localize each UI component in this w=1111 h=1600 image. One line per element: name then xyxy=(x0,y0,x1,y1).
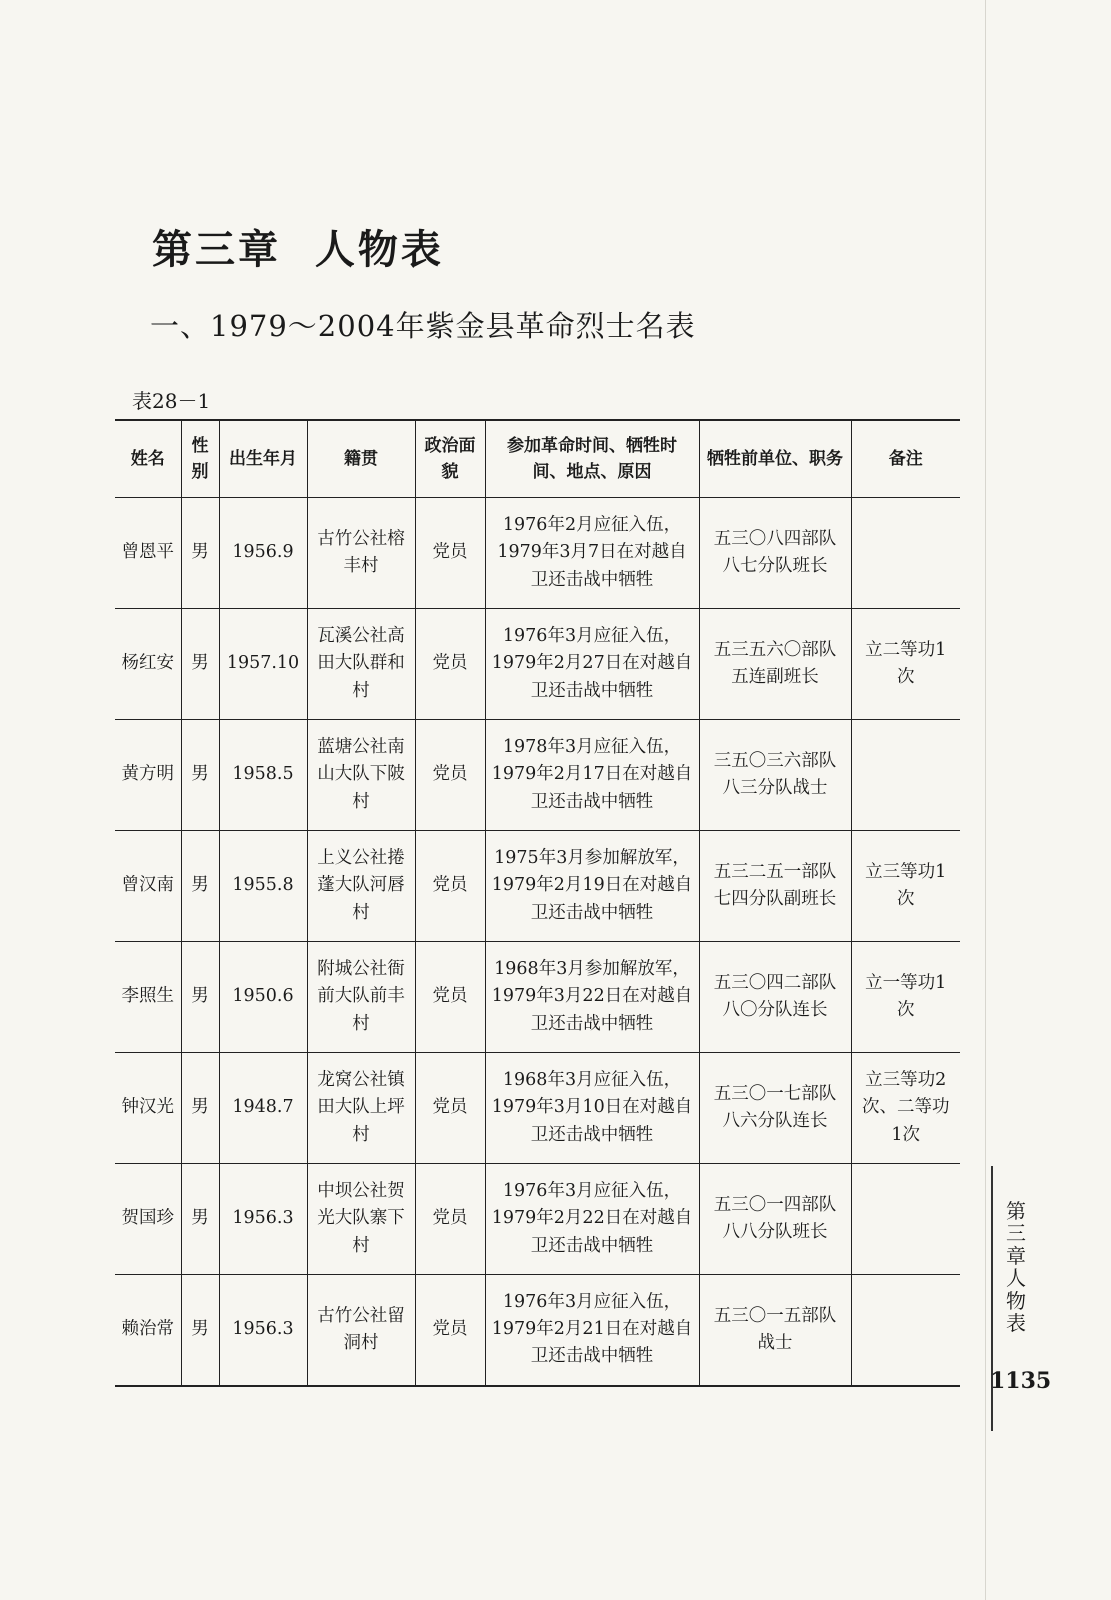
cell-event: 1976年3月应征入伍，1979年2月21日在对越自卫还击战中牺牲 xyxy=(485,1275,699,1386)
cell-unit: 五三〇一五部队战士 xyxy=(699,1275,851,1386)
cell-politics: 党员 xyxy=(415,1275,485,1386)
cell-name: 贺国珍 xyxy=(115,1164,181,1275)
running-chapter-label: 第三章 人物表 xyxy=(1006,1199,1026,1335)
cell-remark: 立一等功1次 xyxy=(851,942,960,1053)
cell-unit: 五三二五一部队七四分队副班长 xyxy=(699,831,851,942)
cell-event: 1968年3月应征入伍，1979年3月10日在对越自卫还击战中牺牲 xyxy=(485,1053,699,1164)
cell-event: 1968年3月参加解放军，1979年3月22日在对越自卫还击战中牺牲 xyxy=(485,942,699,1053)
header-unit: 牺牲前单位、职务 xyxy=(699,420,851,498)
cell-origin: 附城公社衙前大队前丰村 xyxy=(307,942,415,1053)
cell-name: 黄方明 xyxy=(115,720,181,831)
cell-name: 李照生 xyxy=(115,942,181,1053)
cell-sex: 男 xyxy=(181,1164,219,1275)
cell-unit: 五三〇八四部队八七分队班长 xyxy=(699,498,851,609)
header-origin: 籍贯 xyxy=(307,420,415,498)
cell-sex: 男 xyxy=(181,831,219,942)
table-row xyxy=(115,831,960,942)
cell-sex: 男 xyxy=(181,1275,219,1386)
cell-sex: 男 xyxy=(181,942,219,1053)
table-row xyxy=(115,1164,960,1275)
cell-unit: 五三〇一四部队八八分队班长 xyxy=(699,1164,851,1275)
cell-origin: 古竹公社留洞村 xyxy=(307,1275,415,1386)
cell-remark: 立三等功2次、二等功1次 xyxy=(851,1053,960,1164)
table-row xyxy=(115,1275,960,1386)
cell-unit: 五三五六〇部队五连副班长 xyxy=(699,609,851,720)
cell-sex: 男 xyxy=(181,609,219,720)
table-row xyxy=(115,609,960,720)
cell-birth: 1950.6 xyxy=(219,942,307,1053)
cell-birth: 1956.3 xyxy=(219,1164,307,1275)
chapter-title: 第三章 人物表 xyxy=(152,226,444,273)
cell-remark xyxy=(851,1164,960,1275)
cell-origin: 蓝塘公社南山大队下陂村 xyxy=(307,720,415,831)
cell-sex: 男 xyxy=(181,1053,219,1164)
cell-remark xyxy=(851,1275,960,1386)
cell-name: 钟汉光 xyxy=(115,1053,181,1164)
cell-remark xyxy=(851,720,960,831)
cell-unit: 三五〇三六部队八三分队战士 xyxy=(699,720,851,831)
header-event: 参加革命时间、牺牲时间、地点、原因 xyxy=(485,420,699,498)
cell-name: 杨红安 xyxy=(115,609,181,720)
cell-event: 1975年3月参加解放军，1979年2月19日在对越自卫还击战中牺牲 xyxy=(485,831,699,942)
section-title: 一、1979～2004年紫金县革命烈士名表 xyxy=(150,309,696,343)
cell-birth: 1948.7 xyxy=(219,1053,307,1164)
cell-event: 1978年3月应征入伍，1979年2月17日在对越自卫还击战中牺牲 xyxy=(485,720,699,831)
cell-event: 1976年3月应征入伍，1979年2月27日在对越自卫还击战中牺牲 xyxy=(485,609,699,720)
cell-sex: 男 xyxy=(181,498,219,609)
header-name: 姓名 xyxy=(115,420,181,498)
cell-unit: 五三〇四二部队八〇分队连长 xyxy=(699,942,851,1053)
cell-politics: 党员 xyxy=(415,498,485,609)
cell-origin: 上义公社捲蓬大队河唇村 xyxy=(307,831,415,942)
header-sex: 性别 xyxy=(181,420,219,498)
cell-birth: 1956.9 xyxy=(219,498,307,609)
table-row xyxy=(115,720,960,831)
cell-name: 曾恩平 xyxy=(115,498,181,609)
cell-politics: 党员 xyxy=(415,720,485,831)
header-birth: 出生年月 xyxy=(219,420,307,498)
cell-politics: 党员 xyxy=(415,831,485,942)
cell-remark xyxy=(851,498,960,609)
page-edge-line xyxy=(985,0,986,1600)
cell-name: 赖治常 xyxy=(115,1275,181,1386)
cell-event: 1976年3月应征入伍，1979年2月22日在对越自卫还击战中牺牲 xyxy=(485,1164,699,1275)
cell-politics: 党员 xyxy=(415,1053,485,1164)
table-row xyxy=(115,498,960,609)
cell-birth: 1956.3 xyxy=(219,1275,307,1386)
cell-politics: 党员 xyxy=(415,942,485,1053)
cell-unit: 五三〇一七部队八六分队连长 xyxy=(699,1053,851,1164)
cell-birth: 1955.8 xyxy=(219,831,307,942)
cell-sex: 男 xyxy=(181,720,219,831)
cell-remark: 立二等功1次 xyxy=(851,609,960,720)
cell-politics: 党员 xyxy=(415,1164,485,1275)
cell-remark: 立三等功1次 xyxy=(851,831,960,942)
cell-name: 曾汉南 xyxy=(115,831,181,942)
header-remark: 备注 xyxy=(851,420,960,498)
cell-origin: 中坝公社贺光大队寨下村 xyxy=(307,1164,415,1275)
cell-origin: 瓦溪公社高田大队群和村 xyxy=(307,609,415,720)
cell-birth: 1958.5 xyxy=(219,720,307,831)
table-header-row xyxy=(115,420,960,498)
header-politics: 政治面貌 xyxy=(415,420,485,498)
table-row xyxy=(115,1053,960,1164)
cell-origin: 龙窝公社镇田大队上坪村 xyxy=(307,1053,415,1164)
cell-event: 1976年2月应征入伍，1979年3月7日在对越自卫还击战中牺牲 xyxy=(485,498,699,609)
martyr-table xyxy=(115,419,960,1387)
cell-politics: 党员 xyxy=(415,609,485,720)
cell-origin: 古竹公社榕丰村 xyxy=(307,498,415,609)
cell-birth: 1957.10 xyxy=(219,609,307,720)
page-number: 1135 xyxy=(990,1368,1052,1394)
table-row xyxy=(115,942,960,1053)
table-label: 表28－1 xyxy=(132,389,211,413)
